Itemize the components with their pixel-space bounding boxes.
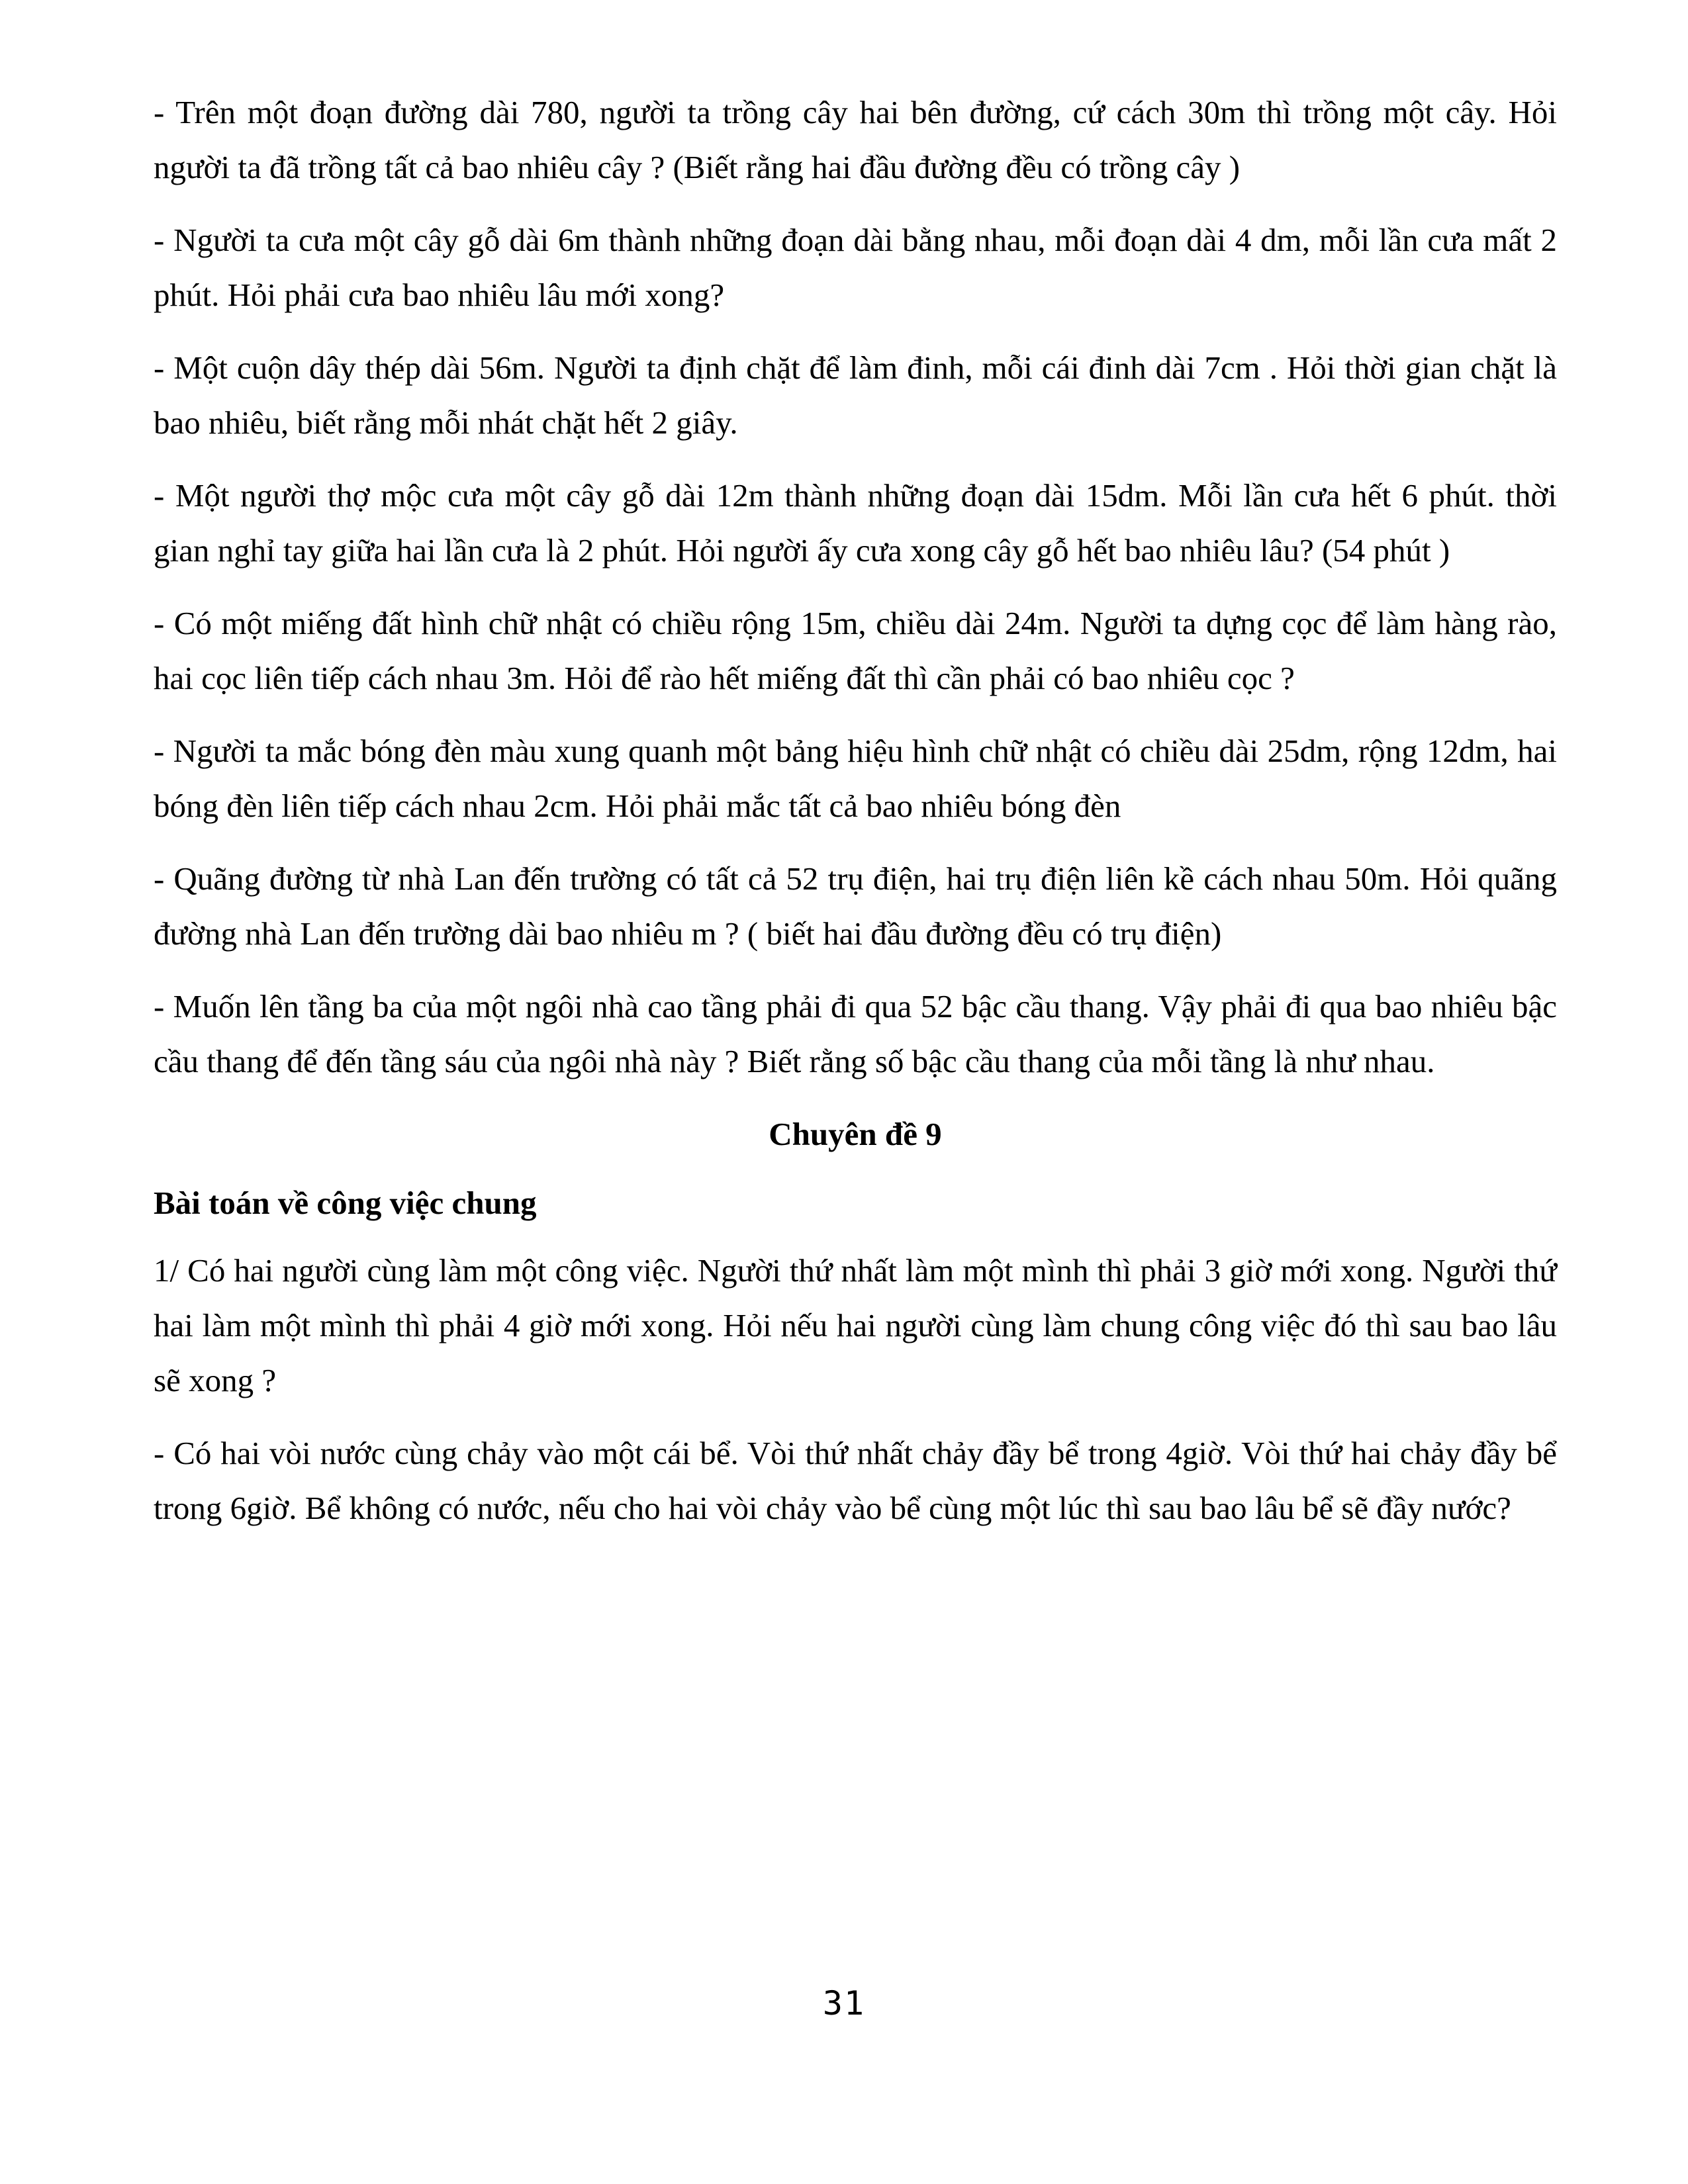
problem-paragraph: 1/ Có hai người cùng làm một công việc. Người thứ nhất làm một mình thì phải 3 giờ mới xong. Người thứ hai làm một mình thì phải 4 giờ mới xong. Hỏi nếu hai người cùng làm chung công việc đó thì sau bao lâu sẽ xong ? [154,1252,1557,1398]
problem-paragraph: - Có một miếng đất hình chữ nhật có chiều rộng 15m, chiều dài 24m. Người ta dựng cọc để làm hàng rào, hai cọc liên tiếp cách nhau 3m. Hỏi để rào hết miếng đất thì cần phải có bao nhiêu cọc ? [154,605,1557,696]
problem-paragraph: - Người ta mắc bóng đèn màu xung quanh một bảng hiệu hình chữ nhật có chiều dài 25dm, rộng 12dm, hai bóng đèn liên tiếp cách nhau 2cm. Hỏi phải mắc tất cả bao nhiêu bóng đèn [154,733,1557,824]
problem-paragraph: - Một người thợ mộc cưa một cây gỗ dài 12m thành những đoạn dài 15dm. Mỗi lần cưa hết 6 phút. thời gian nghỉ tay giữa hai lần cưa là 2 phút. Hỏi người ấy cưa xong cây gỗ hết bao nhiêu lâu? (54 phút ) [154,477,1557,569]
problem-paragraph: - Một cuộn dây thép dài 56m. Người ta định chặt để làm đinh, mỗi cái đinh dài 7cm . Hỏi thời gian chặt là bao nhiêu, biết rằng mỗi nhát chặt hết 2 giây. [154,349,1557,441]
page-content [154,85,1557,1553]
section-title: Chuyên đề 9 [769,1116,942,1152]
problem-paragraph: - Có hai vòi nước cùng chảy vào một cái bể. Vòi thứ nhất chảy đầy bể trong 4giờ. Vòi thứ hai chảy đầy bể trong 6giờ. Bể không có nước, nếu cho hai vòi chảy vào bể cùng một lúc thì sau bao lâu bể sẽ đầy nước? [154,1435,1557,1526]
problem-paragraph: - Người ta cưa một cây gỗ dài 6m thành những đoạn dài bằng nhau, mỗi đoạn dài 4 dm, mỗi lần cưa mất 2 phút. Hỏi phải cưa bao nhiêu lâu mới xong? [154,222,1557,313]
section-heading: Bài toán về công việc chung [154,1185,537,1221]
page-number: 31 [822,1984,866,2023]
problem-paragraph: - Muốn lên tầng ba của một ngôi nhà cao tầng phải đi qua 52 bậc cầu thang. Vậy phải đi qua bao nhiêu bậc cầu thang để đến tầng sáu của ngôi nhà này ? Biết rằng số bậc cầu thang của mỗi tầng là như nhau. [154,988,1557,1079]
problem-paragraph: - Trên một đoạn đường dài 780, người ta trồng cây hai bên đường, cứ cách 30m thì trồng một cây. Hỏi người ta đã trồng tất cả bao nhiêu cây ? (Biết rằng hai đầu đường đều có trồng cây ) [154,94,1557,185]
problem-paragraph: - Quãng đường từ nhà Lan đến trường có tất cả 52 trụ điện, hai trụ điện liên kề cách nhau 50m. Hỏi quãng đường nhà Lan đến trường dài bao nhiêu m ? ( biết hai đầu đường đều có trụ điện) [154,860,1557,952]
